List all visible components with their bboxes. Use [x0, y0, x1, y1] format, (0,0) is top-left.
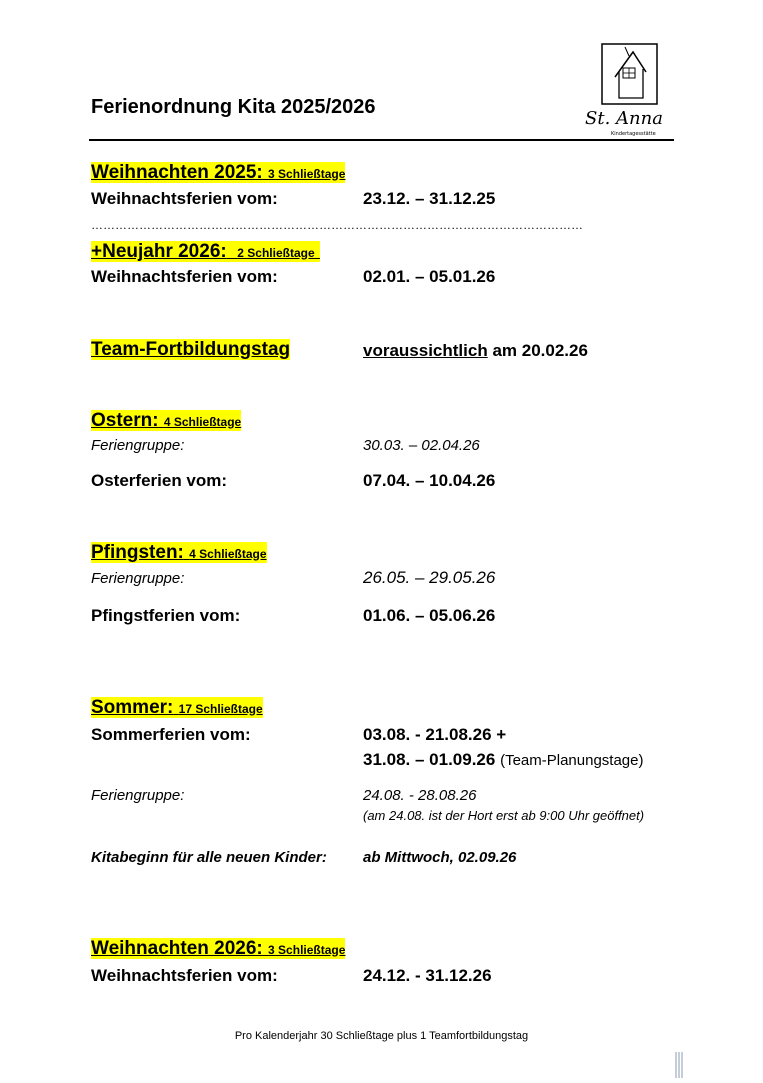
value-kitabeginn: ab Mittwoch, 02.09.26	[363, 849, 517, 866]
st-anna-logo	[583, 42, 678, 138]
label-feriengruppe-pfingsten: Feriengruppe:	[91, 570, 185, 587]
section-heading-pfingsten: Pfingsten: 4 Schließtage	[91, 542, 267, 563]
svg-text:St. Anna: St. Anna	[585, 108, 663, 129]
value-weihnachtsferien-neujahr: 02.01. – 05.01.26	[363, 267, 496, 286]
dotted-separator: ……………………………………………………………………………………………………………	[91, 218, 583, 232]
svg-text:Kindertagesstätte: Kindertagesstätte	[611, 131, 656, 137]
value-sommerferien-1: 03.08. - 21.08.26 +	[363, 725, 507, 744]
value-feriengruppe-pfingsten: 26.05. – 29.05.26	[363, 568, 496, 587]
section-heading-weihnachten-2026: Weihnachten 2026: 3 Schließtage	[91, 938, 346, 959]
value-weihnachtsferien-2026: 24.12. - 31.12.26	[363, 966, 492, 985]
section-heading-sommer: Sommer: 17 Schließtage	[91, 697, 263, 718]
footer-note: Pro Kalenderjahr 30 Schließtage plus 1 Teamfortbildungstag	[234, 1030, 529, 1042]
value-feriengruppe-sommer: 24.08. - 28.08.26	[363, 787, 477, 804]
value-weihnachtsferien-2025: 23.12. – 31.12.25	[363, 189, 496, 208]
page-title: Ferienordnung Kita 2025/2026	[91, 96, 376, 118]
label-osterferien: Osterferien vom:	[91, 471, 228, 490]
section-heading-neujahr-2026: +Neujahr 2026: 2 Schließtage	[91, 241, 320, 263]
label-feriengruppe-sommer: Feriengruppe:	[91, 787, 185, 804]
note-hort-oeffnung: (am 24.08. ist der Hort erst ab 9:00 Uhr geöffnet)	[363, 808, 645, 823]
value-osterferien: 07.04. – 10.04.26	[363, 471, 496, 490]
label-pfingstferien: Pfingstferien vom:	[91, 606, 241, 625]
section-heading-weihnachten-2025: Weihnachten 2025: 3 Schließtage	[91, 162, 346, 183]
label-feriengruppe-ostern: Feriengruppe:	[91, 437, 185, 454]
value-team-fortbildungstag: voraussichtlich am 20.02.26	[363, 341, 588, 360]
label-weihnachtsferien-2025: Weihnachtsferien vom:	[91, 189, 278, 208]
label-weihnachtsferien-neujahr: Weihnachtsferien vom:	[91, 267, 278, 286]
value-pfingstferien: 01.06. – 05.06.26	[363, 606, 496, 625]
section-heading-ostern: Ostern: 4 Schließtage	[91, 410, 242, 431]
value-feriengruppe-ostern: 30.03. – 02.04.26	[363, 437, 480, 454]
section-heading-team-fortbildungstag: Team-Fortbildungstag	[91, 339, 291, 360]
label-weihnachtsferien-2026: Weihnachtsferien vom:	[91, 966, 278, 985]
label-sommerferien: Sommerferien vom:	[91, 725, 251, 744]
page-edge-marks	[674, 1052, 684, 1078]
label-kitabeginn: Kitabeginn für alle neuen Kinder:	[91, 849, 327, 866]
value-sommerferien-2: 31.08. – 01.09.26 (Team-Planungstage)	[363, 750, 644, 769]
title-divider	[89, 139, 674, 141]
